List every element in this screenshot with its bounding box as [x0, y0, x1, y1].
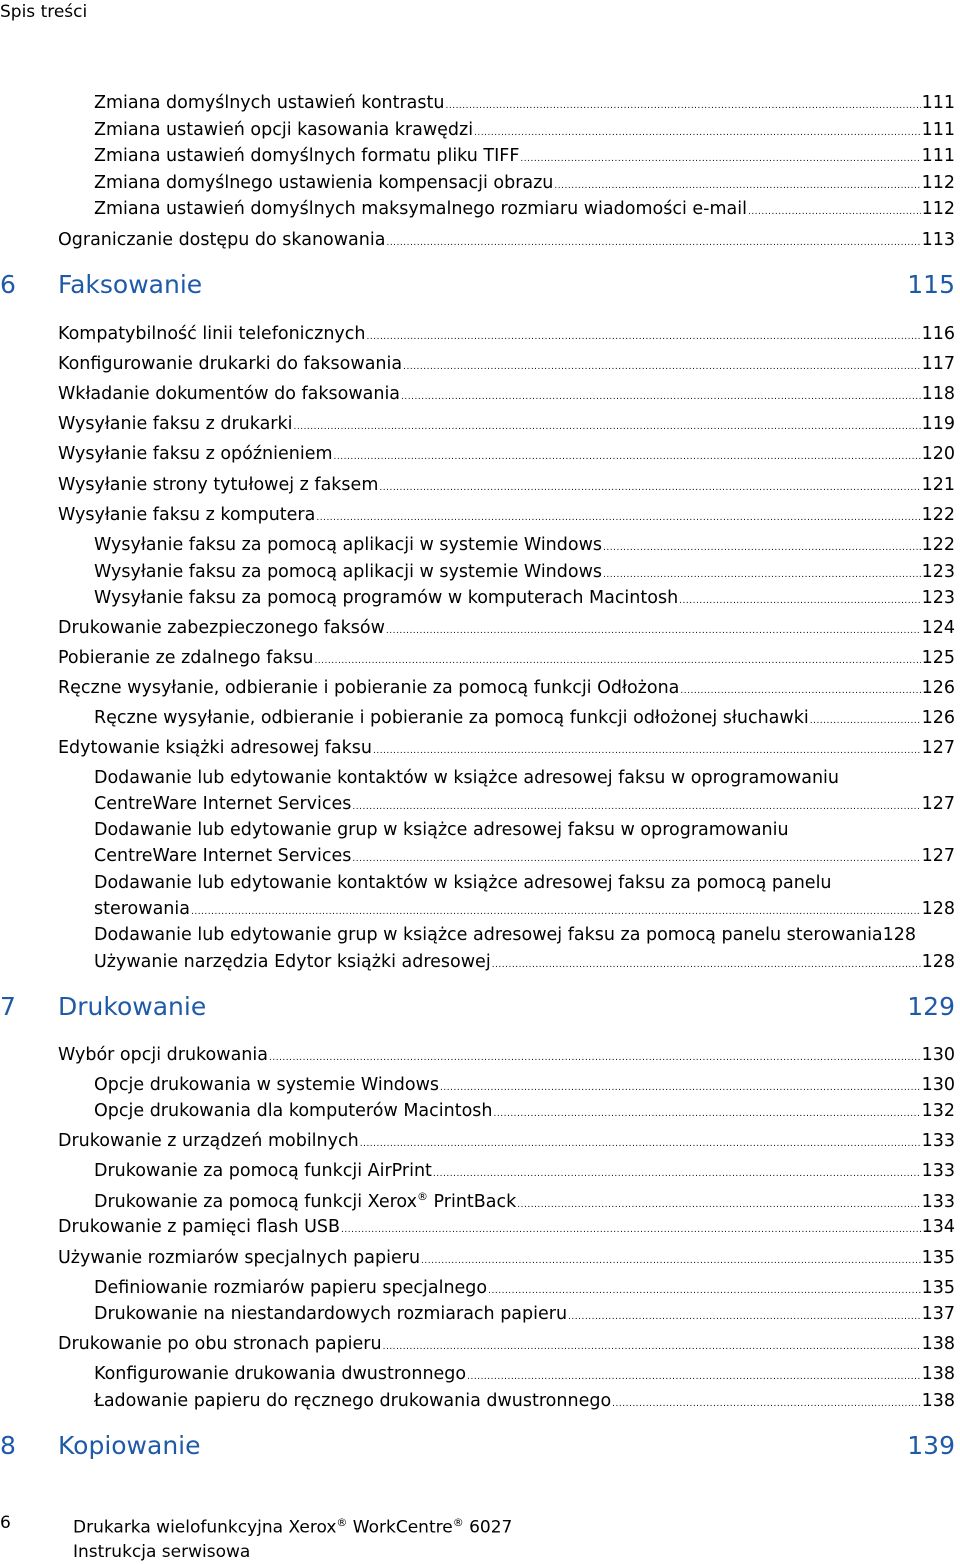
toc-entry-title: Używanie narzędzia Edytor książki adresowej: [94, 952, 491, 972]
dot-leader: [488, 1275, 920, 1304]
toc-entry[interactable]: [94, 949, 955, 978]
chapter-title: Faksowanie: [58, 270, 203, 299]
toc-entry-page: 118: [921, 384, 955, 404]
dot-leader: [603, 532, 921, 561]
registered-mark: ®: [416, 1190, 428, 1203]
toc-entry[interactable]: [94, 1361, 955, 1390]
footer-product-mid: WorkCentre: [347, 1517, 453, 1538]
toc-entry-title: Zmiana domyślnych ustawień kontrastu: [94, 93, 445, 113]
dot-leader: [440, 1072, 921, 1101]
toc-entry[interactable]: [94, 117, 955, 146]
toc-entry-title: Definiowanie rozmiarów papieru specjalnego: [94, 1278, 488, 1298]
toc-entry[interactable]: [94, 1388, 955, 1417]
toc-entry-title: CentreWare Internet Services: [94, 794, 352, 814]
registered-mark: ®: [336, 1516, 348, 1529]
toc-entry-title: [94, 1184, 516, 1215]
toc-entry-title: Konfigurowanie drukarki do faksowania: [58, 354, 403, 374]
toc-entry-title: Wysyłanie strony tytułowej z faksem: [58, 475, 379, 495]
toc-entry-title: Drukowanie na niestandardowych rozmiarach papieru: [94, 1304, 568, 1324]
toc-entry[interactable]: [94, 843, 955, 872]
toc-entry-page: 122: [921, 505, 955, 525]
toc-entry-title: Wysyłanie faksu z komputera: [58, 505, 316, 525]
toc-entry-page: 128: [921, 899, 955, 919]
toc-entry-page: 128: [882, 925, 917, 945]
toc-entry-page: 127: [921, 846, 955, 866]
toc-entry[interactable]: [94, 1098, 955, 1127]
toc-entry-title: Wkładanie dokumentów do faksowania: [58, 384, 401, 404]
toc-entry-title: Edytowanie książki adresowej faksu: [58, 738, 372, 758]
toc-entry[interactable]: [94, 559, 955, 588]
toc-entry[interactable]: [58, 1128, 955, 1157]
dot-leader: [612, 1388, 920, 1417]
toc-entry[interactable]: [58, 735, 955, 764]
toc-entry[interactable]: [58, 1042, 955, 1071]
toc-entry[interactable]: [58, 645, 955, 674]
footer-product-line2: Instrukcja serwisowa: [73, 1541, 251, 1562]
chapter-title: Kopiowanie: [58, 1431, 201, 1460]
toc-entry-page: 111: [921, 146, 955, 166]
toc-entry[interactable]: [94, 1072, 955, 1101]
toc-entry-page: 125: [921, 648, 955, 668]
dot-leader: [352, 843, 920, 872]
dot-leader: [352, 791, 920, 820]
dot-leader: [293, 411, 920, 440]
toc-entry-title: Ładowanie papieru do ręcznego drukowania dwustronnego: [94, 1391, 612, 1411]
toc-entry-page: 133: [921, 1131, 955, 1151]
footer-page-number: 6: [0, 1513, 11, 1533]
toc-entry-page: 137: [921, 1304, 955, 1324]
toc-entry-page: 127: [921, 738, 955, 758]
chapter-title: Drukowanie: [58, 992, 207, 1021]
dot-leader: [383, 1331, 921, 1360]
toc-entry-page: 130: [921, 1045, 955, 1065]
toc-entry-title: Drukowanie z pamięci flash USB: [58, 1217, 341, 1237]
dot-leader: [421, 1245, 921, 1274]
toc-entry[interactable]: [58, 615, 955, 644]
dot-leader: [386, 227, 920, 256]
toc-entry[interactable]: [58, 675, 955, 704]
toc-entry[interactable]: [58, 381, 955, 410]
toc-entry[interactable]: [94, 532, 955, 561]
chapter-number: 6: [0, 270, 16, 299]
footer-product-title: [73, 1511, 512, 1564]
toc-entry[interactable]: [94, 90, 955, 119]
chapter-heading[interactable]: [0, 270, 955, 299]
toc-entry-title: CentreWare Internet Services: [94, 846, 352, 866]
toc-entry[interactable]: [94, 1158, 955, 1187]
toc-entry-title: Ręczne wysyłanie, odbieranie i pobieranie za pomocą funkcji odłożonej słuchawki: [94, 708, 809, 728]
dot-leader: [314, 645, 920, 674]
toc-entry-page: 133: [921, 1191, 955, 1212]
toc-entry[interactable]: [94, 196, 955, 225]
dot-leader: [445, 90, 920, 119]
toc-entry-title: Drukowanie z urządzeń mobilnych: [58, 1131, 359, 1151]
toc-entry-title: Drukowanie po obu stronach papieru: [58, 1334, 382, 1354]
toc-entry-page: 130: [921, 1075, 955, 1095]
toc-entry[interactable]: [58, 321, 955, 350]
chapter-page: 139: [907, 1431, 955, 1460]
toc-entry-title: Ograniczanie dostępu do skanowania: [58, 230, 386, 250]
dot-leader: [679, 585, 920, 614]
toc-entry-page: 138: [921, 1334, 955, 1354]
toc-entry-page: 121: [921, 475, 955, 495]
dot-leader: [191, 896, 921, 925]
toc-entry-title: Zmiana domyślnego ustawienia kompensacji obrazu: [94, 173, 554, 193]
toc-entry-page: 113: [921, 230, 955, 250]
toc-entry-page: 126: [921, 708, 955, 728]
chapter-number: 8: [0, 1431, 16, 1460]
toc-entry[interactable]: [58, 351, 955, 380]
section-title: Spis treści: [0, 2, 88, 22]
toc-entry-title: Zmiana ustawień domyślnych formatu pliku TIFF: [94, 146, 520, 166]
toc-entry-title-part: PrintBack: [427, 1191, 517, 1212]
dot-leader: [467, 1361, 920, 1390]
toc-entry[interactable]: [58, 1214, 955, 1243]
toc-entry-title: Pobieranie ze zdalnego faksu: [58, 648, 314, 668]
dot-leader: [568, 1301, 921, 1330]
toc-entry-title: Używanie rozmiarów specjalnych papieru: [58, 1248, 421, 1268]
chapter-heading[interactable]: [0, 992, 955, 1021]
toc-entry-page: 117: [921, 354, 955, 374]
toc-entry-title: Wysyłanie faksu z opóźnieniem: [58, 444, 333, 464]
toc-entry-title-part: Drukowanie za pomocą funkcji Xerox: [94, 1191, 417, 1212]
toc-entry-title: Wysyłanie faksu z drukarki: [58, 414, 293, 434]
toc-entry-page: 133: [921, 1161, 955, 1181]
toc-entry-title: Wysyłanie faksu za pomocą programów w komputerach Macintosh: [94, 588, 679, 608]
toc-entry-line1[interactable]: Dodawanie lub edytowanie kontaktów w książce adresowej faksu w oprogramowaniu: [94, 768, 839, 788]
dot-leader: [360, 1128, 921, 1157]
dot-leader: [433, 1158, 921, 1187]
toc-entry-title: Konfigurowanie drukowania dwustronnego: [94, 1364, 467, 1384]
toc-entry[interactable]: [58, 441, 955, 470]
toc-entry[interactable]: [58, 411, 955, 440]
dot-leader: [680, 675, 920, 704]
toc-entry-page: 119: [921, 414, 955, 434]
toc-entry-page: 135: [921, 1248, 955, 1268]
dot-leader: [494, 1098, 921, 1127]
toc-entry-page: 112: [921, 173, 955, 193]
toc-entry-page: 127: [921, 794, 955, 814]
toc-entry[interactable]: [94, 585, 955, 614]
registered-mark: ®: [452, 1516, 464, 1529]
footer-product-end: 6027: [463, 1517, 513, 1538]
toc-entry[interactable]: [94, 143, 955, 172]
dot-leader: [474, 117, 921, 146]
toc-entry-page: 122: [921, 535, 955, 555]
toc-entry-title: sterowania: [94, 899, 190, 919]
toc-entry-page: 135: [921, 1278, 955, 1298]
toc-entry[interactable]: [58, 227, 955, 256]
chapter-page: 115: [907, 270, 955, 299]
toc-entry[interactable]: [94, 896, 955, 925]
toc-entry-page: 128: [921, 952, 955, 972]
toc-entry-title: Wysyłanie faksu za pomocą aplikacji w systemie Windows: [94, 535, 603, 555]
toc-entry-title: Dodawanie lub edytowanie grup w książce adresowej faksu za pomocą panelu sterowania: [94, 925, 883, 945]
toc-entry[interactable]: [94, 1275, 955, 1304]
toc-entry-page: 132: [921, 1101, 955, 1121]
toc-entry[interactable]: [58, 1245, 955, 1274]
chapter-page: 129: [907, 992, 955, 1021]
toc-entry-line1[interactable]: Dodawanie lub edytowanie kontaktów w książce adresowej faksu za pomocą panelu: [94, 873, 832, 893]
dot-leader: [386, 615, 921, 644]
toc-entry[interactable]: [94, 922, 955, 951]
chapter-heading[interactable]: [0, 1431, 955, 1460]
toc-entry-page: 123: [921, 562, 955, 582]
toc-entry-page: 138: [921, 1364, 955, 1384]
toc-entry-page: 120: [921, 444, 955, 464]
toc-entry[interactable]: [58, 1331, 955, 1360]
toc-entry[interactable]: [58, 502, 955, 531]
toc-entry-line1[interactable]: Dodawanie lub edytowanie grup w książce adresowej faksu w oprogramowaniu: [94, 820, 789, 840]
toc-entry-title: Zmiana ustawień opcji kasowania krawędzi: [94, 120, 474, 140]
toc-entry-title: Opcje drukowania w systemie Windows: [94, 1075, 440, 1095]
toc-entry[interactable]: [94, 1184, 955, 1218]
toc-entry-page: 111: [921, 93, 955, 113]
toc-entry-page: 124: [921, 618, 955, 638]
dot-leader: [403, 351, 920, 380]
dot-leader: [379, 472, 920, 501]
dot-leader: [492, 949, 921, 978]
toc-entry-title: Zmiana ustawień domyślnych maksymalnego rozmiaru wiadomości e-mail: [94, 199, 747, 219]
toc-entry-title: Wybór opcji drukowania: [58, 1045, 268, 1065]
toc-entry-title: Kompatybilność linii telefonicznych: [58, 324, 366, 344]
dot-leader: [316, 502, 920, 531]
dot-leader: [748, 196, 921, 225]
dot-leader: [554, 170, 920, 199]
toc-entry-page: 126: [921, 678, 955, 698]
dot-leader: [520, 143, 920, 172]
toc-entry-title: Opcje drukowania dla komputerów Macintosh: [94, 1101, 493, 1121]
dot-leader: [367, 321, 921, 350]
toc-entry-title: Wysyłanie faksu za pomocą aplikacji w systemie Windows: [94, 562, 603, 582]
toc-entry[interactable]: [94, 1301, 955, 1330]
toc-entry[interactable]: [58, 472, 955, 501]
dot-leader: [334, 441, 921, 470]
dot-leader: [810, 705, 921, 734]
toc-entry-title: Drukowanie zabezpieczonego faksów: [58, 618, 385, 638]
chapter-number: 7: [0, 992, 16, 1021]
dot-leader: [603, 559, 921, 588]
dot-leader: [373, 735, 921, 764]
dot-leader: [401, 381, 921, 410]
toc-entry-page: 116: [921, 324, 955, 344]
dot-leader: [269, 1042, 921, 1071]
toc-entry-page: 112: [921, 199, 955, 219]
toc-entry[interactable]: [94, 705, 955, 734]
toc-entry-page: 123: [921, 588, 955, 608]
toc-entry[interactable]: [94, 170, 955, 199]
toc-entry-page: 138: [921, 1391, 955, 1411]
toc-entry-page: 111: [921, 120, 955, 140]
footer-product-line1: Drukarka wielofunkcyjna Xerox: [73, 1517, 337, 1538]
toc-entry[interactable]: [94, 791, 955, 820]
toc-entry-title: Ręczne wysyłanie, odbieranie i pobieranie za pomocą funkcji Odłożona: [58, 678, 680, 698]
toc-entry-page: 134: [921, 1217, 955, 1237]
toc-entry-title: Drukowanie za pomocą funkcji AirPrint: [94, 1161, 432, 1181]
dot-leader: [341, 1214, 921, 1243]
